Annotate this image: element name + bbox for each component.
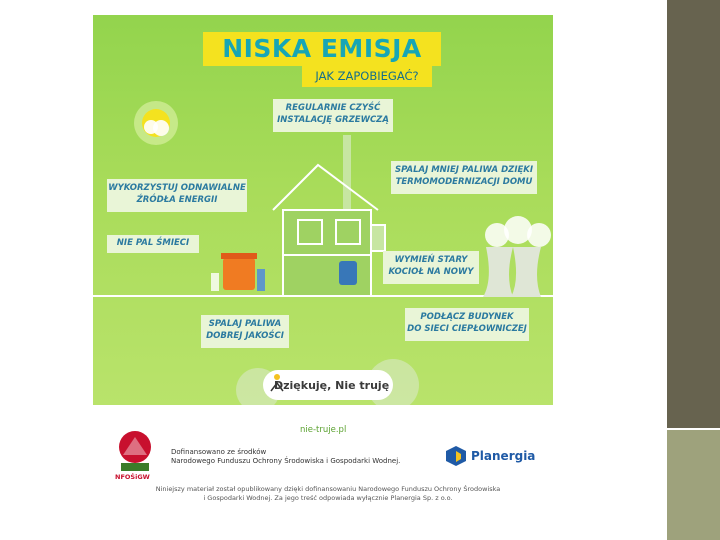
poster-subtitle: JAK ZAPOBIEGAĆ?	[315, 69, 419, 83]
side-bar-accent	[667, 430, 720, 540]
trash-bin-icon	[211, 253, 265, 291]
factory-chimney-icon	[483, 216, 551, 297]
planergia-name: Planergia	[471, 449, 536, 463]
slide-side-bar	[667, 0, 720, 540]
callout-heating-network: PODŁĄCZ BUDYNEK DO SIECI CIEPŁOWNICZEJ	[405, 308, 529, 341]
planergia-logo-icon	[445, 445, 467, 467]
campaign-logo-text: Dziękuję, Nie truję	[274, 379, 390, 392]
disclaimer-line-2: i Gospodarki Wodnej. Za jego treść odpowiada wyłącznie Planergia Sp. z o.o.	[203, 494, 453, 502]
callout-thermomodernization: SPALAJ MNIEJ PALIWA DZIĘKI TERMOMODERNIZACJI DOMU	[391, 161, 537, 194]
campaign-website: nie-truje.pl	[300, 425, 347, 435]
disclaimer	[113, 485, 543, 503]
funding-line-1: Dofinansowano ze środków	[171, 448, 267, 456]
funding-note	[171, 448, 400, 466]
callout-replace-boiler: WYMIEŃ STARY KOCIOŁ NA NOWY	[383, 251, 479, 284]
callout-no-trash-burning: NIE PAL ŚMIECI	[107, 235, 199, 253]
sun-icon	[134, 101, 178, 145]
disclaimer-line-1: Niniejszy materiał został opublikowany dzięki dofinansowaniu Narodowego Funduszu Ochrony Środowiska	[155, 485, 501, 493]
poster-title: NISKA EMISJA	[222, 34, 422, 63]
poster	[93, 15, 553, 515]
boiler-icon	[339, 261, 357, 285]
callout-clean-installation: REGULARNIE CZYŚĆ INSTALACJĘ GRZEWCZĄ	[273, 99, 393, 132]
funding-line-2: Narodowego Funduszu Ochrony Środowiska i Gospodarki Wodnej.	[171, 457, 401, 465]
callout-renewable-energy: WYKORZYSTUJ ODNAWIALNE ŹRÓDŁA ENERGII	[107, 179, 247, 212]
callout-good-fuel: SPALAJ PALIWA DOBREJ JAKOŚCI	[201, 315, 289, 348]
nfosigw-label: NFOŚiGW	[115, 473, 150, 481]
nfosigw-logo-icon	[115, 429, 155, 473]
house-icon	[273, 135, 385, 296]
